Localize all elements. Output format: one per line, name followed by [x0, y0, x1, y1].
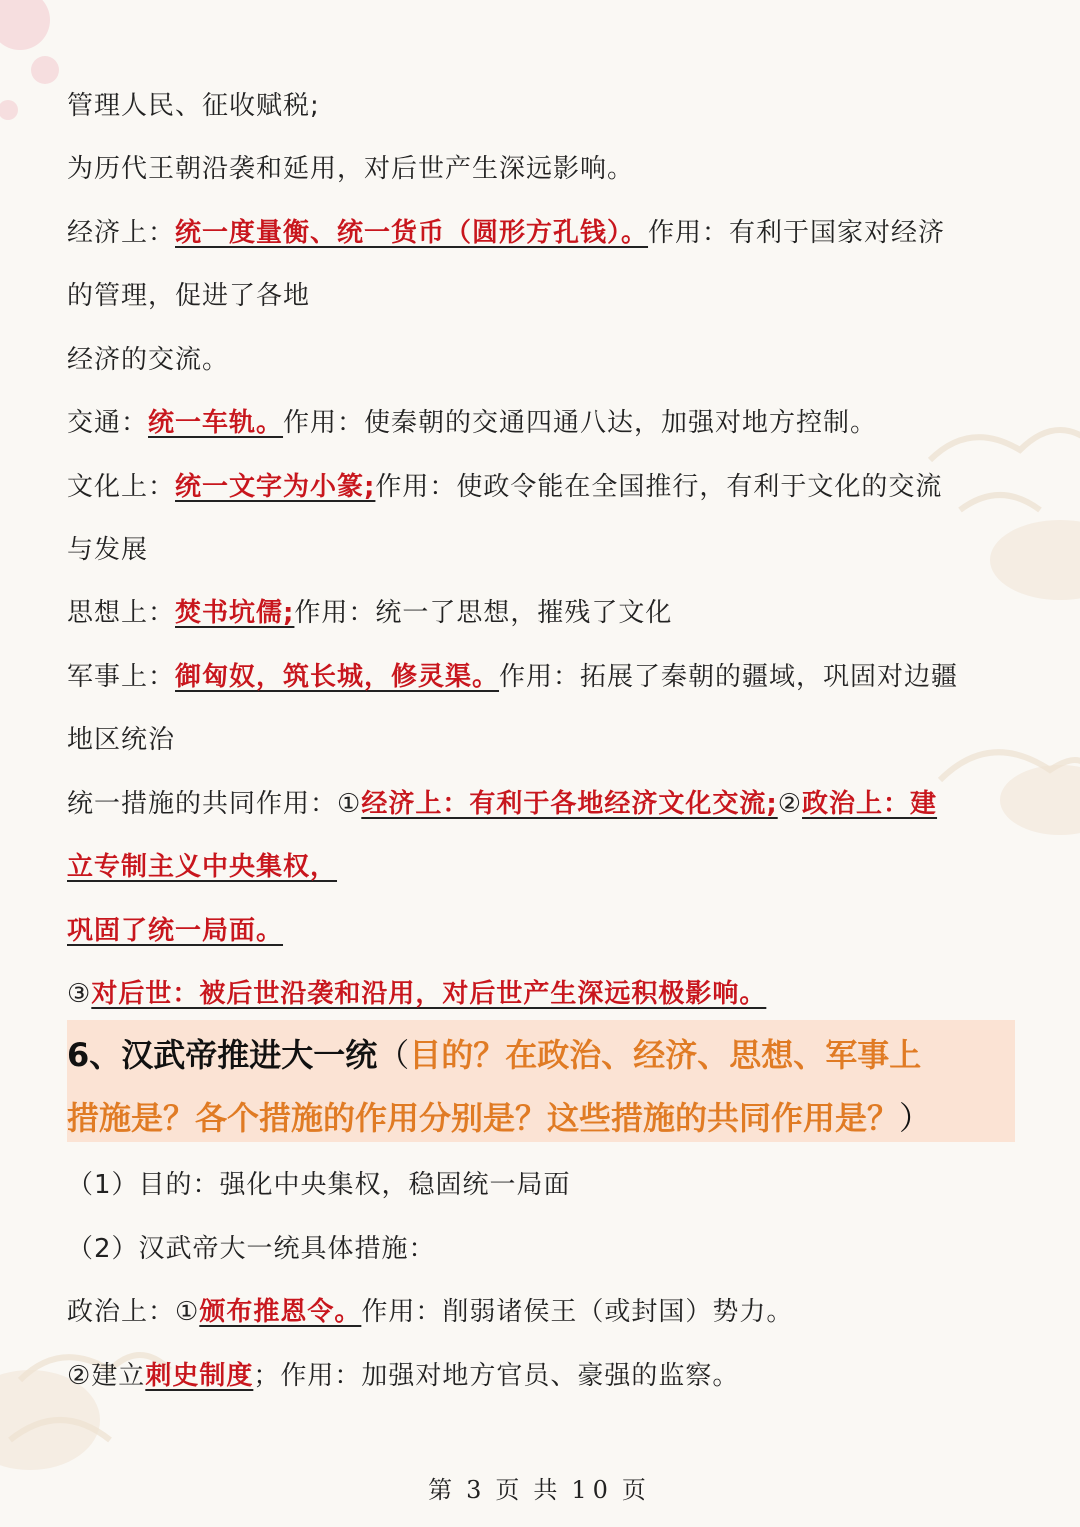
text-line-economy: 经济上：统一度量衡、统一货币（圆形方孔钱）。作用：有利于国家对经济 — [67, 218, 946, 248]
heading-question: 目的？在政治、经济、思想、军事上 — [409, 1036, 922, 1074]
text-line-thought: 思想上：焚书坑儒;作用：统一了思想，摧残了文化 — [67, 598, 673, 628]
text-line — [67, 849, 1020, 885]
highlight-text: 政治上：建 — [802, 789, 938, 819]
text-line-measures: （2）汉武帝大一统具体措施： — [67, 1234, 436, 1264]
text-line: 地区统治 — [67, 725, 176, 755]
highlight-text: 统一文字为小篆; — [175, 472, 376, 502]
text-line-politics-2: ②建立刺史制度；作用：加强对地方官员、豪强的监察。 — [67, 1361, 740, 1391]
text-line-transport: 交通：统一车轨。作用：使秦朝的交通四通八达，加强对地方控制。 — [67, 408, 878, 438]
text-line-politics: 政治上：①颁布推恩令。作用：削弱诸侯王（或封国）势力。 — [67, 1297, 794, 1327]
text-line: ③对后世：被后世沿袭和沿用，对后世产生深远积极影响。 — [67, 979, 767, 1009]
highlight-text: 巩固了统一局面。 — [67, 916, 284, 946]
text-line — [67, 913, 1020, 949]
page-total: 10 — [571, 1476, 614, 1504]
heading-title: 6、汉武帝推进大一统 — [67, 1036, 378, 1074]
text-line: 为历代王朝沿袭和延用，对后世产生深远影响。 — [67, 154, 635, 184]
page-footer: 第 3 页 共 10 页 — [428, 1476, 652, 1504]
highlight-text: 对后世：被后世沿袭和沿用，对后世产生深远积极影响。 — [91, 979, 767, 1009]
highlight-text: 统一车轨。 — [148, 408, 284, 438]
highlight-text: 经济上：有利于各地经济文化交流; — [361, 789, 778, 819]
text-line: 的管理，促进了各地 — [67, 281, 311, 311]
highlight-text: 御匈奴，筑长城，修灵渠。 — [175, 662, 500, 692]
text-line-military: 军事上：御匈奴，筑长城，修灵渠。作用：拓展了秦朝的疆域，巩固对边疆 — [67, 662, 959, 692]
heading-line-2: 措施是？各个措施的作用分别是？这些措施的共同作用是？） — [67, 1099, 932, 1137]
text-line-culture: 文化上：统一文字为小篆;作用：使政令能在全国推行，有利于文化的交流 — [67, 472, 943, 502]
highlight-text: 刺史制度 — [145, 1361, 254, 1391]
page-number: 3 — [466, 1476, 488, 1504]
highlight-text: 颁布推恩令。 — [199, 1297, 362, 1327]
text-line-common-effect: 统一措施的共同作用：①经济上：有利于各地经济文化交流;②政治上：建 — [67, 789, 938, 819]
text-line: 经济的交流。 — [67, 345, 230, 375]
highlight-text: 焚书坑儒; — [175, 598, 295, 628]
text-line: 与发展 — [67, 535, 149, 565]
section-heading — [67, 1020, 1015, 1142]
heading-line-1: 6、汉武帝推进大一统（目的？在政治、经济、思想、军事上 — [67, 1036, 922, 1074]
highlight-text: 统一度量衡、统一货币（圆形方孔钱）。 — [175, 218, 649, 248]
text-line-purpose: （1）目的：强化中央集权，稳固统一局面 — [67, 1170, 571, 1200]
highlight-text: 立专制主义中央集权， — [67, 852, 338, 882]
heading-question: 措施是？各个措施的作用分别是？这些措施的共同作用是？ — [67, 1099, 900, 1137]
text-line: 管理人民、征收赋税; — [67, 91, 320, 121]
